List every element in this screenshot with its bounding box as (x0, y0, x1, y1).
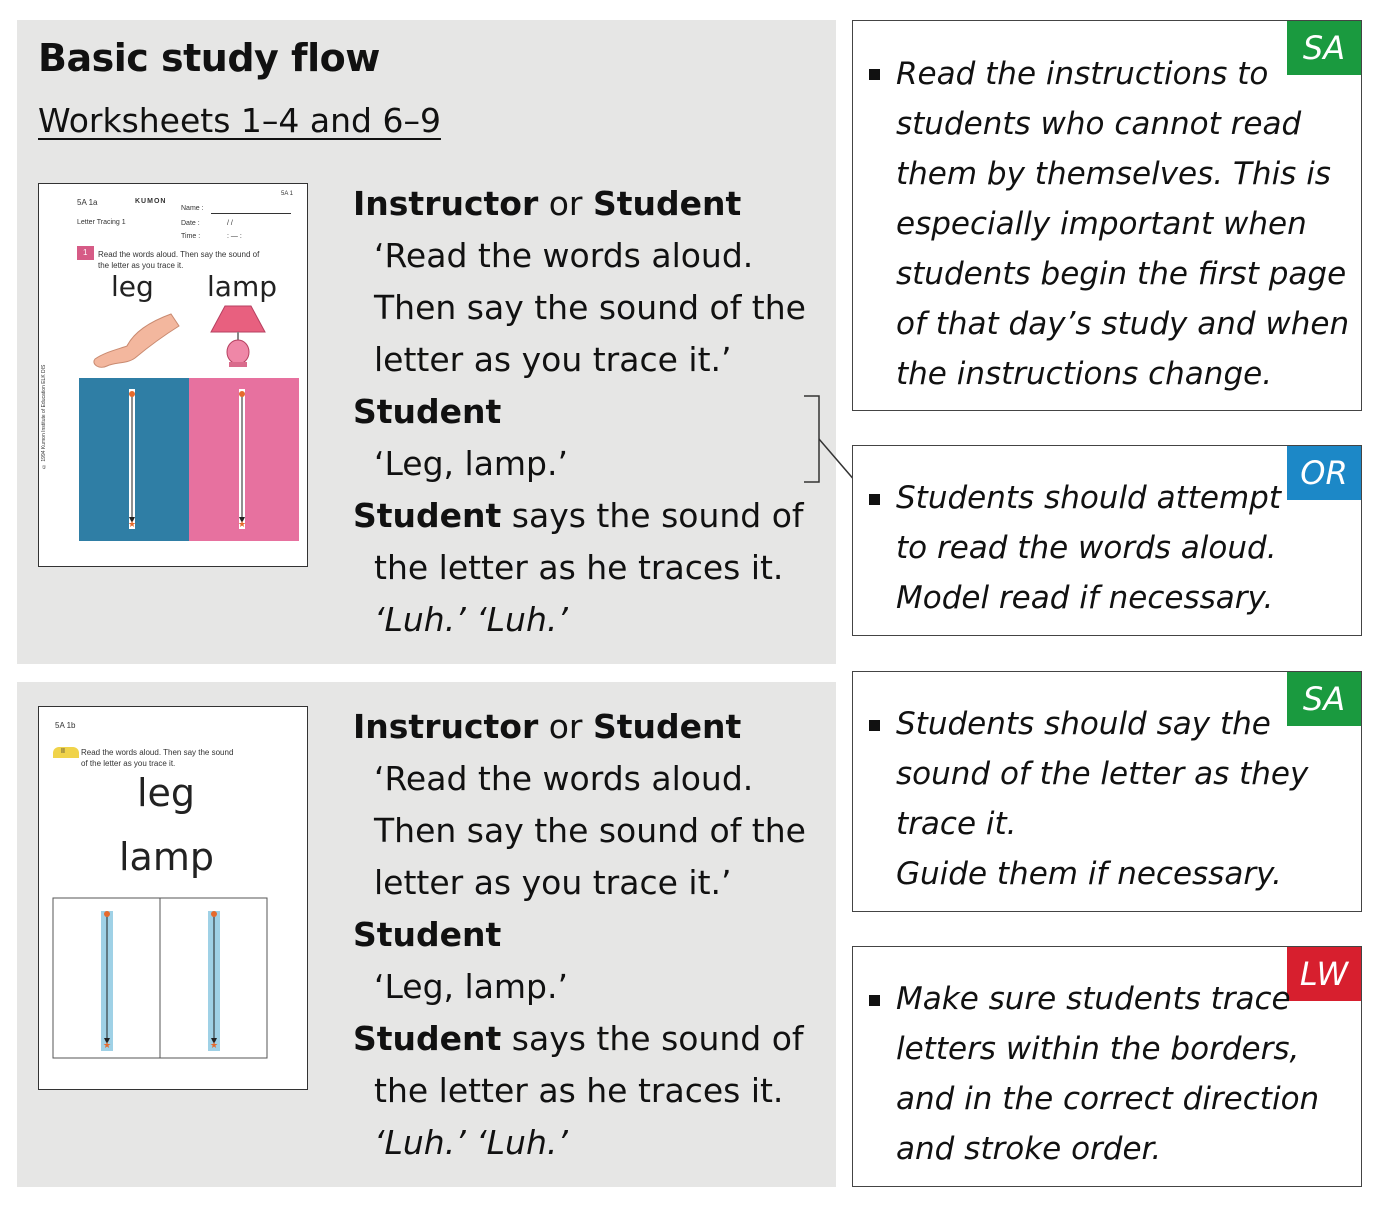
word-leg: leg (111, 270, 154, 303)
page-title: Basic study flow (38, 36, 380, 80)
tracing-area (39, 707, 308, 1090)
task-number-badge-icon: II (53, 747, 79, 758)
tag-sa: SA (1287, 672, 1361, 726)
sound-line: ‘Luh.’ ‘Luh.’ (374, 600, 568, 639)
response-line: ‘Leg, lamp.’ (374, 967, 568, 1006)
leg-illustration (94, 314, 179, 367)
worksheet-illustrations (39, 184, 308, 567)
tag-sa: SA (1287, 21, 1361, 75)
svg-text:★: ★ (103, 1041, 112, 1051)
brand-logo: KUMON (135, 198, 167, 205)
bullet-icon (869, 494, 880, 505)
note-text: Read the instructions to students who cannot read them by themselves. This is especially important when students begin the first page of that day’s study and when the instructions change. (896, 56, 1350, 392)
task-instruction-line1: Read the words aloud. Then say the sound of (98, 250, 260, 259)
note-text: Students should attempt to read the words aloud. Model read if necessary. (896, 480, 1282, 616)
word-lamp: lamp (119, 835, 214, 879)
speaker-line: Instructor or Student (353, 707, 742, 746)
word-leg: leg (137, 771, 196, 815)
task-number-house-icon: 1 (77, 246, 94, 260)
action-line-2: the letter as he traces it. (374, 1071, 784, 1110)
instruction-line: Then say the sound of the (374, 288, 806, 327)
response-speaker: Student (353, 915, 502, 954)
time-label: Time : (181, 233, 201, 240)
task-instruction-line2: the letter as you trace it. (98, 261, 184, 270)
bullet-icon (869, 69, 880, 80)
speaker-line: Instructor or Student (353, 184, 742, 223)
instruction-line: letter as you trace it.’ (374, 340, 732, 379)
svg-text:★: ★ (210, 1041, 219, 1051)
date-label: Date : (181, 220, 200, 227)
action-line-2: the letter as he traces it. (374, 548, 784, 587)
action-line: Student says the sound of (353, 1019, 804, 1058)
note-text: Make sure students trace letters within the borders, and in the correct direction and stroke order. (896, 981, 1320, 1167)
instruction-line: letter as you trace it.’ (374, 863, 732, 902)
worksheet-subject: Letter Tracing 1 (77, 219, 126, 226)
instruction-line: ‘Read the words aloud. (374, 236, 754, 275)
note-lw-tracing (852, 946, 1362, 1187)
instruction-line: Then say the sound of the (374, 811, 806, 850)
bullet-icon (869, 720, 880, 731)
worksheet-code: 5A 1b (55, 721, 76, 730)
svg-text:★: ★ (238, 520, 247, 530)
action-line: Student says the sound of (353, 496, 804, 535)
word-lamp: lamp (207, 270, 277, 303)
worksheet-page: 5A 1 (281, 191, 294, 197)
date-separator: / / (227, 220, 233, 227)
tag-or: OR (1287, 446, 1361, 500)
copyright-notice: © 1994 Kumon Institute of Education ELK DIS (41, 364, 47, 469)
task-instruction-line1: Read the words aloud. Then say the sound (81, 748, 234, 757)
tag-lw: LW (1287, 947, 1361, 1001)
svg-text:★: ★ (128, 520, 137, 530)
note-or-read-aloud (852, 445, 1362, 636)
sound-line: ‘Luh.’ ‘Luh.’ (374, 1123, 568, 1162)
note-text: Students should say the sound of the letter as they trace it. Guide them if necessary. (896, 706, 1309, 892)
response-line: ‘Leg, lamp.’ (374, 444, 568, 483)
instruction-line: ‘Read the words aloud. (374, 759, 754, 798)
bullet-icon (869, 995, 880, 1006)
page-subtitle: Worksheets 1–4 and 6–9 (38, 101, 441, 140)
worksheet-code: 5A 1a (77, 198, 98, 207)
worksheet-thumbnail-1b (38, 706, 308, 1090)
lamp-illustration (211, 306, 265, 332)
response-speaker: Student (353, 392, 502, 431)
time-separator: : — : (227, 233, 242, 240)
worksheet-thumbnail-1a (38, 183, 308, 567)
note-sa-instructions (852, 20, 1362, 411)
note-sa-sound (852, 671, 1362, 912)
dialogue-1 (353, 178, 806, 646)
dialogue-2 (353, 701, 806, 1169)
task-instruction-line2: of the letter as you trace it. (81, 759, 176, 768)
name-label: Name : (181, 205, 204, 212)
